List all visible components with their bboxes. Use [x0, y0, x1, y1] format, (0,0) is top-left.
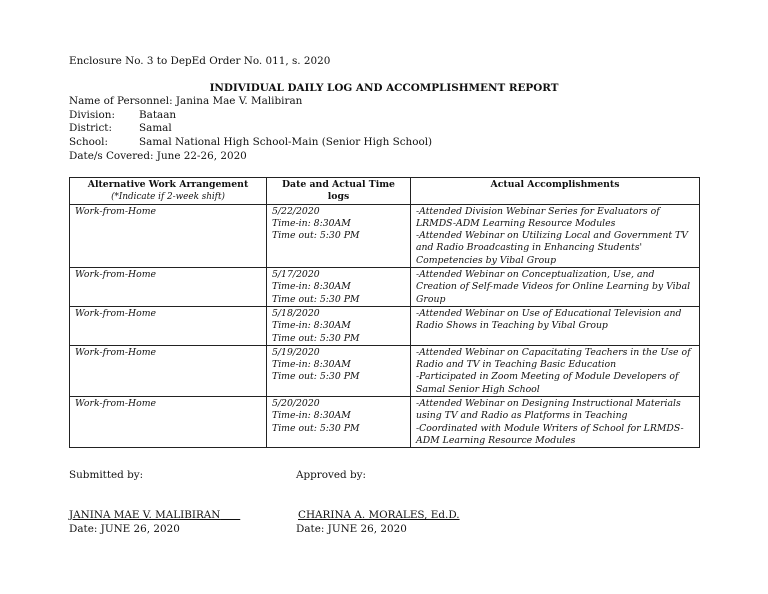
accomplishment-line: -Attended Webinar on Utilizing Local and Government TV [416, 230, 688, 242]
time-out: Time out: 5:30 PM [272, 422, 360, 434]
accomplishment-line: and Radio Broadcasting in Enhancing Students' [416, 242, 643, 254]
date-cell [267, 397, 411, 448]
accomplishments-cell [411, 345, 700, 396]
time-in: Time-in: 8:30AM [272, 410, 351, 422]
accomplishment-line: using TV and Radio as Platforms in Teaching [416, 410, 628, 422]
personnel-name: Name of Personnel: Janina Mae V. Malibiran [69, 95, 303, 107]
accomplishment-line: -Attended Webinar on Use of Educational Television and [416, 307, 682, 319]
time-out: Time out: 5:30 PM [272, 332, 360, 344]
approved-by-label: Approved by: [296, 469, 367, 481]
arrangement-cell: Work-from-Home [70, 204, 267, 267]
log-date: 5/19/2020 [272, 346, 320, 358]
school-row [69, 136, 432, 149]
log-date: 5/20/2020 [272, 398, 320, 410]
district-label: District: [69, 122, 112, 134]
accomplishment-line: Samal Senior High School [416, 383, 540, 395]
accomplishments-cell [411, 397, 700, 448]
time-out: Time out: 5:30 PM [272, 230, 360, 242]
date-cell [267, 268, 411, 307]
header-arrangement-label: Alternative Work Arrangement [87, 179, 249, 190]
accomplishment-line: -Participated in Zoom Meeting of Module Developers of [416, 371, 679, 383]
arrangement-cell: Work-from-Home [70, 397, 267, 448]
time-in: Time-in: 8:30AM [272, 320, 351, 332]
date-cell [267, 306, 411, 345]
header-date: Date and Actual Time logs [267, 178, 411, 205]
header-arrangement-note: (*Indicate if 2-week shift) [111, 192, 225, 203]
approver-name-text: CHARINA A. MORALES, Ed.D. [298, 509, 460, 521]
time-out: Time out: 5:30 PM [272, 293, 360, 305]
accomplishment-line: -Attended Webinar on Capacitating Teachers in the Use of [416, 346, 691, 358]
submitted-by-label: Submitted by: [69, 469, 144, 481]
submitter-name [69, 509, 240, 522]
accomplishment-line: -Attended Webinar on Conceptualization, Use, and [416, 269, 655, 281]
header-arrangement [70, 178, 267, 205]
time-out: Time out: 5:30 PM [272, 371, 360, 383]
table-header-row [70, 178, 700, 205]
accomplishment-line: -Attended Division Webinar Series for Evaluators of [416, 205, 660, 217]
district-value: Samal [139, 122, 172, 134]
approver-name [298, 509, 460, 522]
accomplishment-line: Group [416, 293, 446, 305]
accomplishments-cell [411, 268, 700, 307]
time-in: Time-in: 8:30AM [272, 217, 351, 229]
school-label: School: [69, 136, 108, 148]
division-row [69, 109, 176, 122]
accomplishment-line: Competencies by Vibal Group [416, 254, 557, 266]
enclosure-note: Enclosure No. 3 to DepEd Order No. 011, s. 2020 [69, 55, 331, 67]
date-cell [267, 204, 411, 267]
log-date: 5/22/2020 [272, 205, 320, 217]
header-accomplishments: Actual Accomplishments [411, 178, 700, 205]
district-row [69, 122, 172, 135]
division-value: Bataan [139, 109, 177, 121]
log-date: 5/18/2020 [272, 307, 320, 319]
accomplishment-line: -Coordinated with Module Writers of School for LRMDS- [416, 422, 684, 434]
daily-log-table [69, 177, 700, 448]
table-row [70, 204, 700, 267]
date-cell [267, 345, 411, 396]
accomplishment-line: Radio Shows in Teaching by Vibal Group [416, 320, 608, 332]
accomplishments-cell [411, 306, 700, 345]
accomplishment-line: -Attended Webinar on Designing Instructional Materials [416, 398, 681, 410]
table-row [70, 345, 700, 396]
report-title: INDIVIDUAL DAILY LOG AND ACCOMPLISHMENT REPORT [209, 82, 559, 94]
submitter-name-text: JANINA MAE V. MALIBIRAN [69, 509, 221, 521]
table-row [70, 306, 700, 345]
school-value: Samal National High School-Main (Senior High School) [139, 136, 433, 148]
arrangement-cell: Work-from-Home [70, 345, 267, 396]
time-in: Time-in: 8:30AM [272, 359, 351, 371]
accomplishment-line: ADM Learning Resource Modules [416, 434, 576, 446]
accomplishment-line: Radio and TV in Teaching Basic Education [416, 359, 617, 371]
submitted-date: Date: JUNE 26, 2020 [69, 523, 180, 535]
accomplishment-line: LRMDS-ADM Learning Resource Modules [416, 217, 616, 229]
arrangement-cell: Work-from-Home [70, 268, 267, 307]
approved-date: Date: JUNE 26, 2020 [296, 523, 407, 535]
arrangement-cell: Work-from-Home [70, 306, 267, 345]
dates-covered: Date/s Covered: June 22-26, 2020 [69, 150, 247, 162]
division-label: Division: [69, 109, 115, 121]
accomplishments-cell [411, 204, 700, 267]
log-date: 5/17/2020 [272, 269, 320, 281]
table-row [70, 268, 700, 307]
table-row [70, 397, 700, 448]
time-in: Time-in: 8:30AM [272, 281, 351, 293]
accomplishment-line: Creation of Self-made Videos for Online Learning by Vibal [416, 281, 691, 293]
